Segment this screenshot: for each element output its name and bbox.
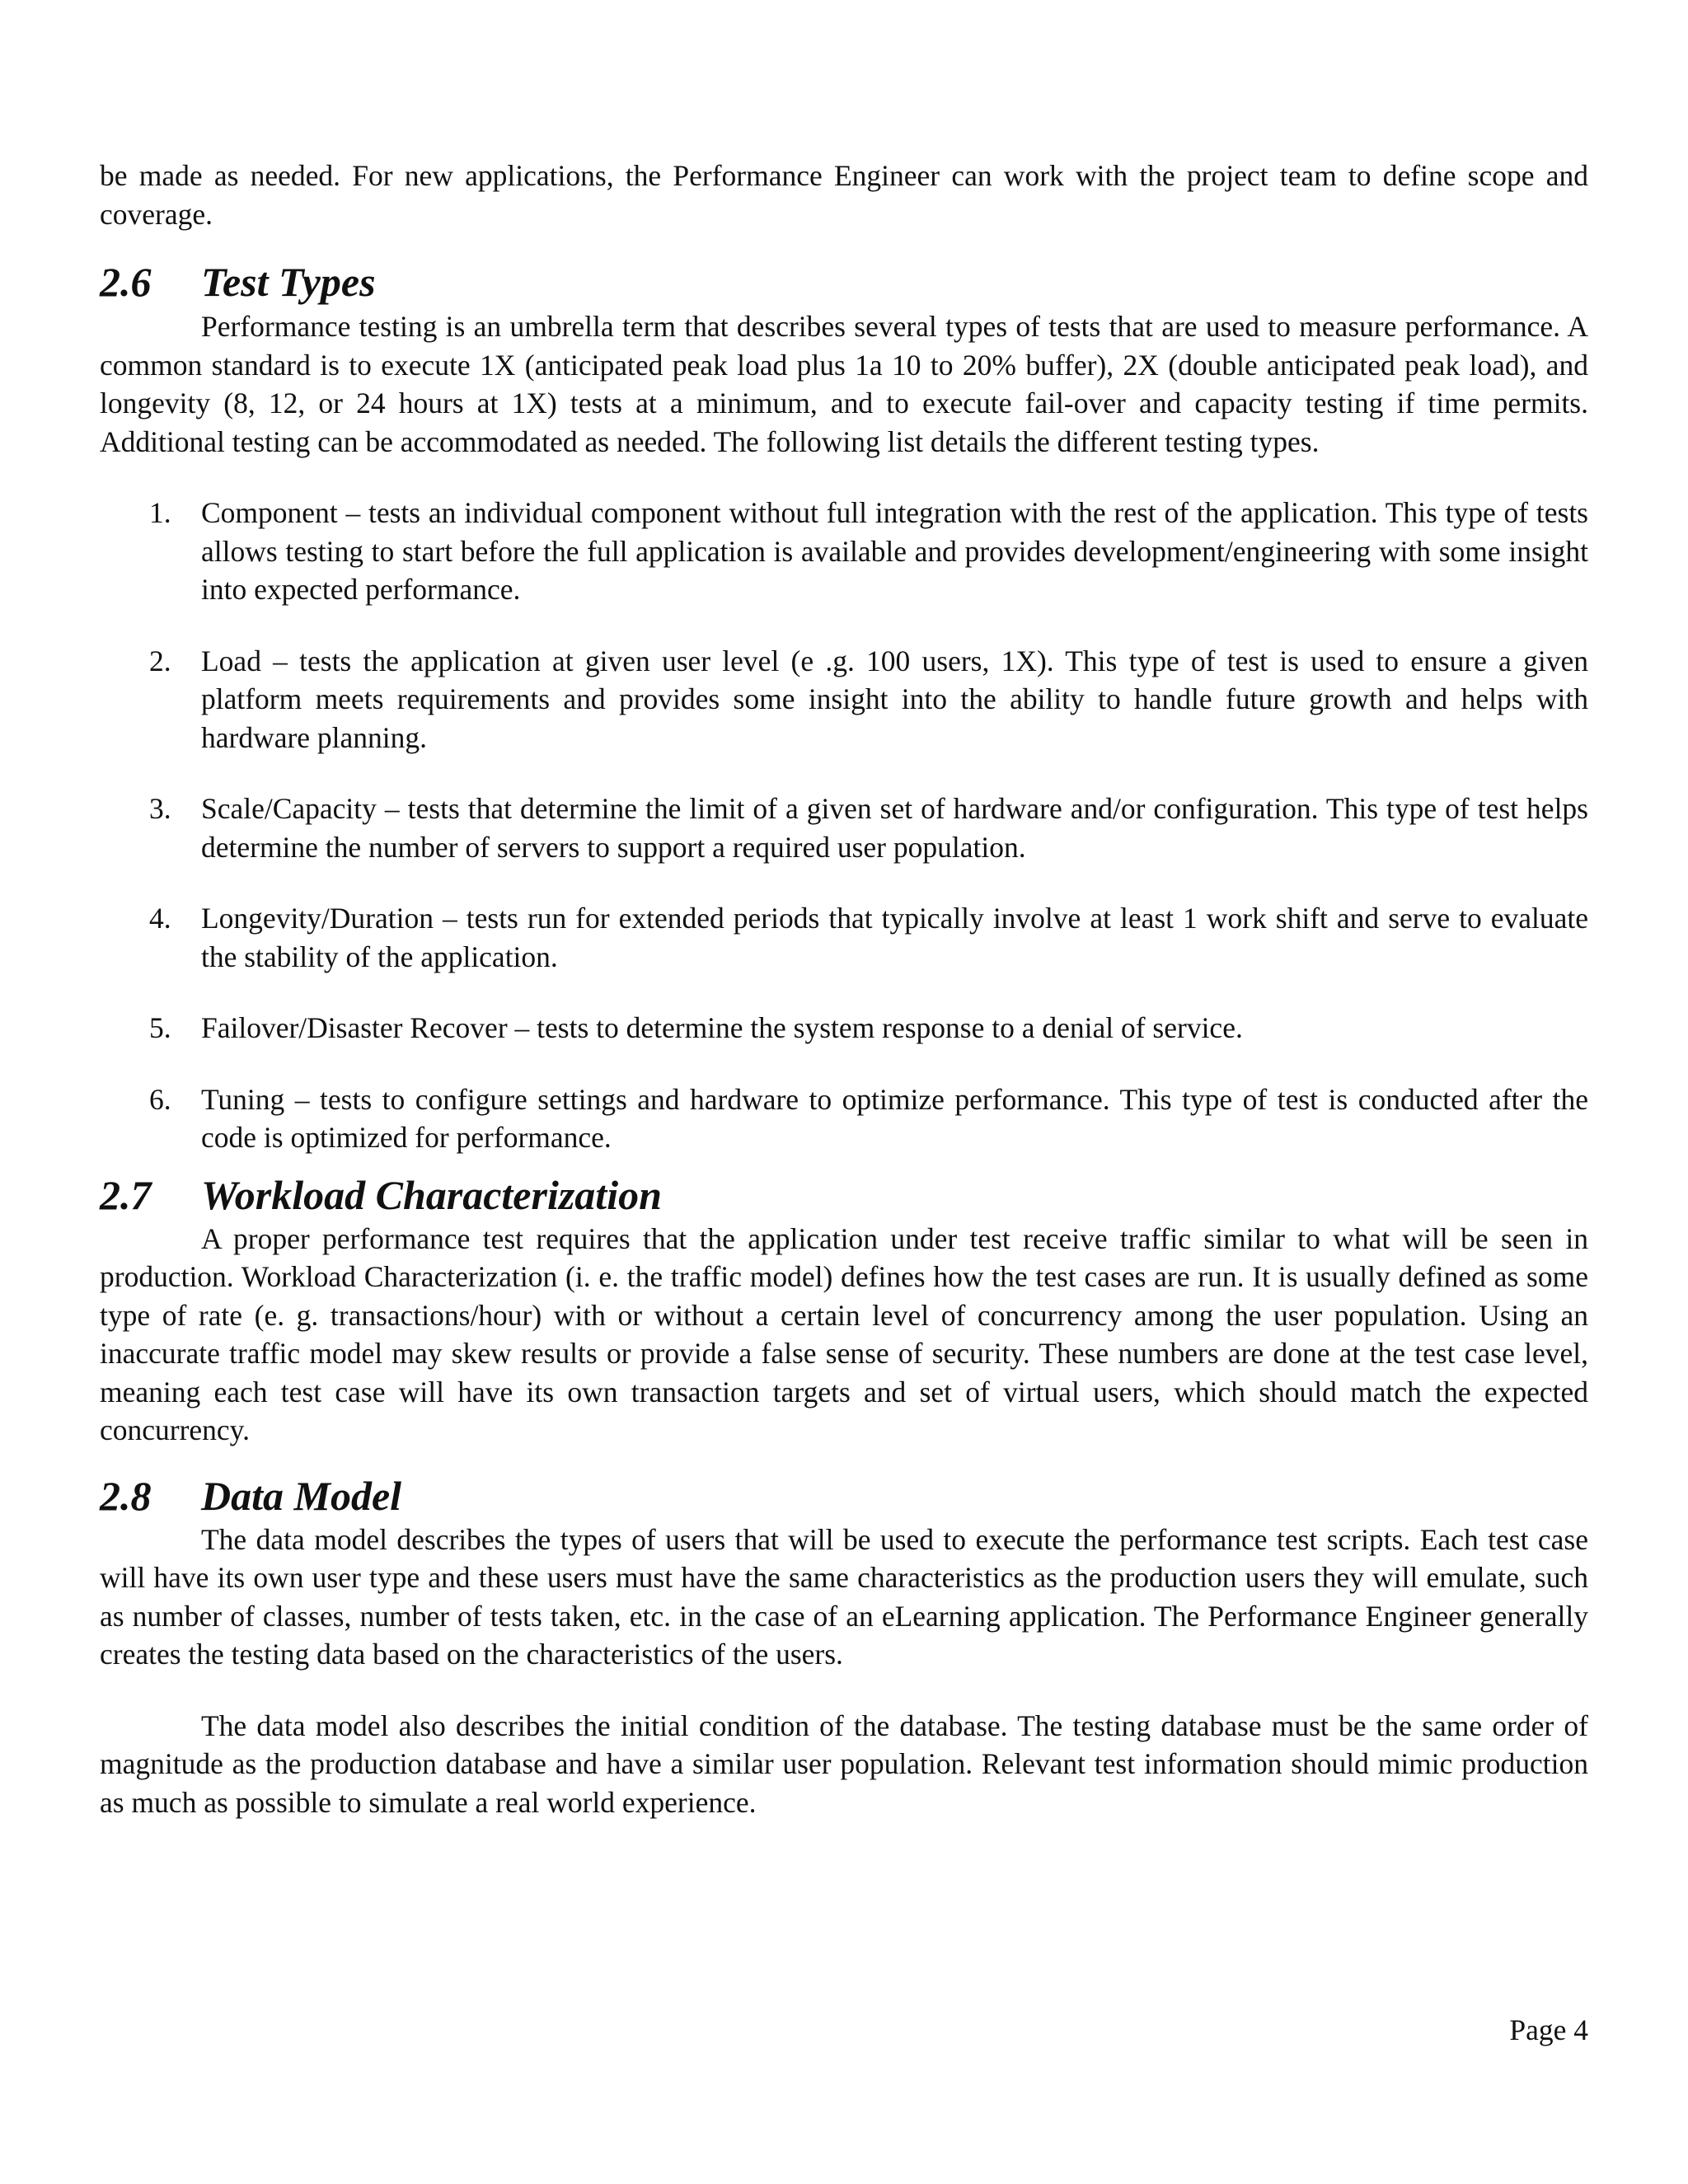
- list-item-number: 2.: [149, 644, 171, 677]
- list-item-number: 3.: [149, 792, 171, 825]
- section-number: 2.7: [100, 1171, 152, 1218]
- section-title: Data Model: [201, 1472, 402, 1519]
- list-item-text: Component – tests an individual component without full integration with the rest of the application. This type of tests allows testing to start before the full application is available and provides development/engineering with some insight into expected performance.: [201, 496, 1588, 606]
- list-item: [100, 899, 1588, 976]
- list-item-text: Scale/Capacity – tests that determine the limit of a given set of hardware and/or configuration. This type of test helps determine the number of servers to support a required user population.: [201, 792, 1588, 864]
- intro-continuation-paragraph: be made as needed. For new applications, the Performance Engineer can work with the project team to define scope and coverage.: [100, 159, 1588, 231]
- test-types-paragraph: Performance testing is an umbrella term that describes several types of tests that are used to measure performance. A common standard is to execute 1X (anticipated peak load plus 1a 10 to 20% buffer), 2X (double anticipated peak load), and longevity (8, 12, or 24 hours at 1X) tests at a minimum, and to execute fail-over and capacity testing if time permits. Additional testing can be accommodated as needed. The following list details the different testing types.: [100, 310, 1588, 458]
- list-item-number: 6.: [149, 1082, 171, 1116]
- section-title: Workload Characterization: [201, 1171, 662, 1218]
- data-model-paragraph-2: The data model also describes the initial condition of the database. The testing database must be the same order of magnitude as the production database and have a similar user population. Relevant test information should mimic production as much as possible to simulate a real world experience.: [100, 1708, 1588, 1819]
- list-item-number: 5.: [149, 1011, 171, 1044]
- section-title: Test Types: [201, 259, 376, 305]
- section-heading-workload: [100, 1170, 1588, 1220]
- section-heading-data-model: [100, 1471, 1588, 1521]
- list-item-number: 4.: [149, 902, 171, 935]
- list-item-number: 1.: [149, 496, 171, 529]
- list-item-text: Tuning – tests to configure settings and hardware to optimize performance. This type of test is conducted after the code is optimized for performance.: [201, 1082, 1588, 1154]
- list-item-text: Load – tests the application at given user level (e .g. 100 users, 1X). This type of test is used to ensure a given platform meets requirements and provides some insight into the ability to handle future growth and helps with hardware planning.: [201, 644, 1588, 754]
- list-item: [100, 642, 1588, 757]
- section-number: 2.6: [100, 259, 152, 305]
- list-item: [100, 1009, 1588, 1047]
- list-item: [100, 494, 1588, 609]
- data-model-paragraph-1: The data model describes the types of users that will be used to execute the performance test scripts. Each test case will have its own user type and these users must have the same characteristics as the production users they will emulate, such as number of classes, number of tests taken, etc. in the case of an eLearning application. The Performance Engineer generally creates the testing data based on the characteristics of the users.: [100, 1522, 1588, 1671]
- list-item: [100, 790, 1588, 866]
- test-types-list: [100, 494, 1588, 1157]
- list-item: [100, 1080, 1588, 1157]
- section-number: 2.8: [100, 1472, 152, 1519]
- page-number: Page 4: [1509, 2013, 1588, 2046]
- workload-paragraph: A proper performance test requires that the application under test receive traffic similar to what will be seen in production. Workload Characterization (i. e. the traffic model) defines how the test cases are run. It is usually defined as some type of rate (e. g. transactions/hour) with or without a certain level of concurrency among the user population. Using an inaccurate traffic model may skew results or provide a false sense of security. These numbers are done at the test case level, meaning each test case will have its own transaction targets and set of virtual users, which should match the expected concurrency.: [100, 1221, 1588, 1446]
- list-item-text: Longevity/Duration – tests run for extended periods that typically involve at least 1 work shift and serve to evaluate the stability of the application.: [201, 902, 1588, 973]
- document-page: [100, 157, 1588, 1821]
- list-item-text: Failover/Disaster Recover – tests to determine the system response to a denial of service.: [201, 1011, 1243, 1044]
- section-heading-test-types: [100, 257, 1588, 307]
